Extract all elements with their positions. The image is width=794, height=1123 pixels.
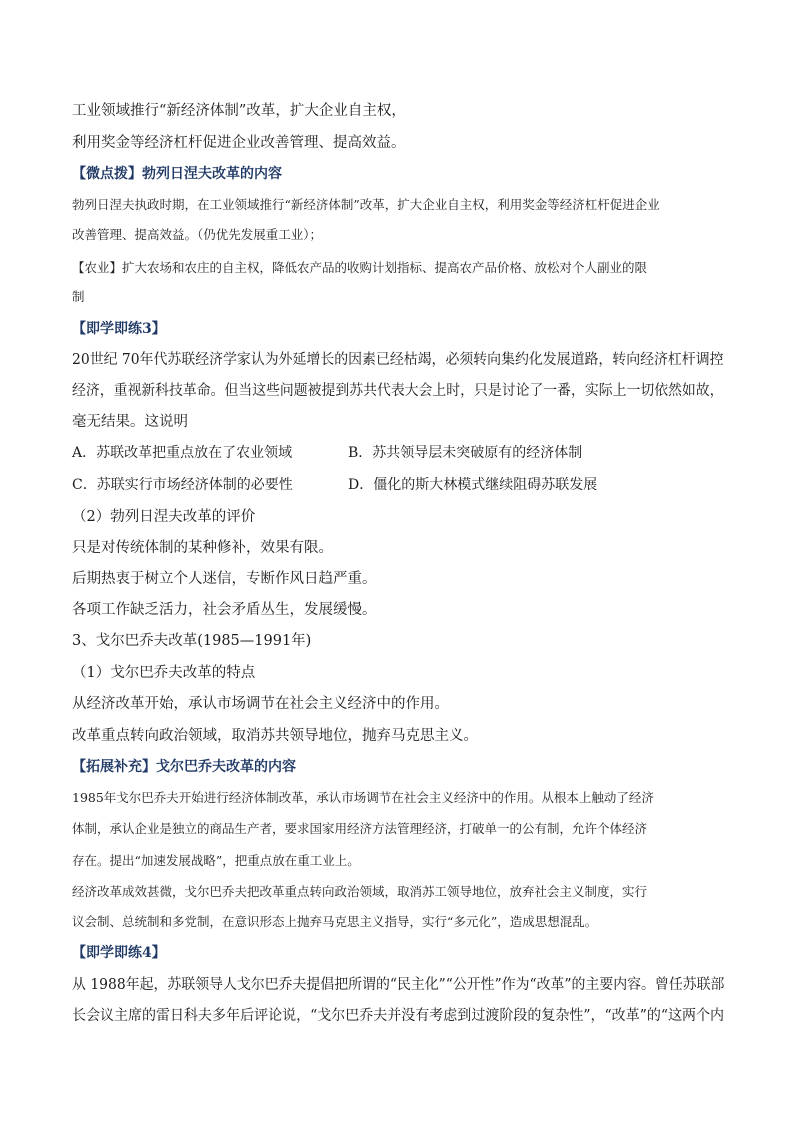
tip-text-line: 改善管理、提高效益。（仍优先发展重工业）； (72, 227, 323, 242)
paragraph-line: 只是对传统体制的某种修补，效果有限。 (72, 540, 333, 556)
supplement-text-line: 议会制、总统制和多党制，在意识形态上抛弃马克思主义指导，实行“多元化”，造成思想混乱。 (72, 914, 598, 929)
tip-title: 【微点拨】勃列日涅夫改革的内容 (72, 166, 282, 182)
tip-text-line: 制 (72, 289, 85, 304)
paragraph-line: 从经济改革开始，承认市场调节在社会主义经济中的作用。 (72, 696, 449, 712)
exercise-question-line: 从 1988年起，苏联领导人戈尔巴乔夫提倡把所谓的“民主化”“公开性”作为“改革”的主要内容。曾任苏联部 (72, 977, 725, 993)
exercise-question-line: 20世纪 70年代苏联经济学家认为外延增长的因素已经枯竭，必须转向集约化发展道路，转向经济杠杆调控 (72, 352, 724, 368)
section-heading: 3、戈尔巴乔夫改革(1985—1991年) (72, 633, 312, 649)
supplement-text-line: 存在。提出“加速发展战略”，把重点放在重工业上。 (72, 853, 360, 868)
option-a: A．苏联改革把重点放在了农业领域 (72, 445, 293, 461)
supplement-text-line: 1985年戈尔巴乔夫开始进行经济体制改革，承认市场调节在社会主义经济中的作用。从根本上触动了经济 (72, 790, 654, 805)
exercise-question-line: 毫无结果。这说明 (72, 414, 188, 430)
tip-text-line: 【农业】扩大农场和农庄的自主权，降低农产品的收购计划指标、提高农产品价格、放松对个人副业的限 (72, 260, 648, 275)
option-b: B．苏共领导层未突破原有的经济体制 (348, 445, 583, 461)
exercise-title: 【即学即练3】 (72, 321, 166, 337)
exercise-question-line: 长会议主席的雷日科夫多年后评论说，“戈尔巴乔夫并没有考虑到过渡阶段的复杂性”，“改革”的“这两个内 (72, 1008, 725, 1024)
paragraph-line: 改革重点转向政治领域，取消苏共领导地位，抛弃马克思主义。 (72, 728, 478, 744)
supplement-title: 【拓展补充】戈尔巴乔夫改革的内容 (72, 759, 296, 775)
supplement-text-line: 体制，承认企业是独立的商品生产者，要求国家用经济方法管理经济，打破单一的公有制，允许个体经济 (72, 821, 648, 836)
option-d: D．僵化的斯大林模式继续阻碍苏联发展 (348, 477, 598, 493)
exercise-question-line: 经济，重视新科技革命。但当这些问题被提到苏共代表大会上时，只是讨论了一番，实际上一切依然如故， (72, 383, 724, 399)
paragraph-line: 各项工作缺乏活力，社会矛盾丛生，发展缓慢。 (72, 602, 377, 618)
tip-text-line: 勃列日涅夫执政时期，在工业领域推行“新经济体制”改革，扩大企业自主权，利用奖金等经济杠杆促进企业 (72, 197, 660, 212)
supplement-text-line: 经济改革成效甚微，戈尔巴乔夫把改革重点转向政治领域，取消苏工领导地位，放弃社会主义制度，实行 (72, 884, 648, 899)
exercise-title: 【即学即练4】 (72, 945, 166, 961)
paragraph-line: 后期热衷于树立个人迷信，专断作风日趋严重。 (72, 571, 377, 587)
section-subheading: （1）戈尔巴乔夫改革的特点 (72, 665, 256, 681)
paragraph-line: 利用奖金等经济杠杆促进企业改善管理、提高效益。 (72, 135, 406, 151)
paragraph-line: 工业领域推行“新经济体制”改革，扩大企业自主权， (72, 103, 406, 119)
section-heading: （2）勃列日涅夫改革的评价 (72, 509, 256, 525)
option-c: C．苏联实行市场经济体制的必要性 (72, 477, 293, 493)
